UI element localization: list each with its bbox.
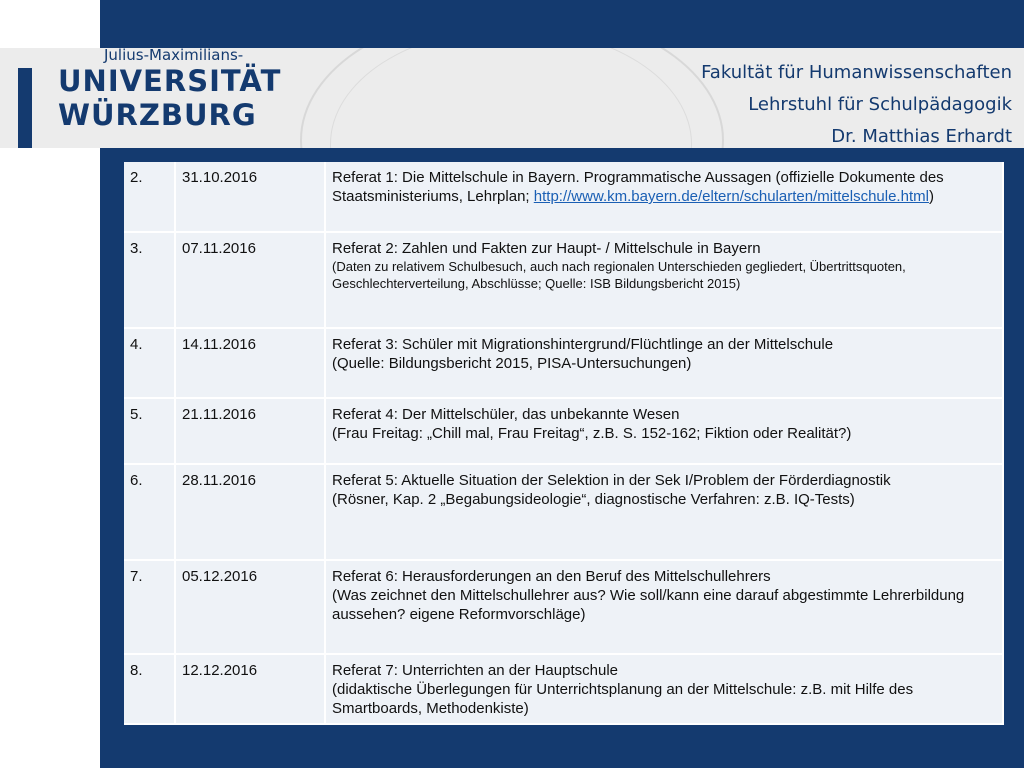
session-topic (325, 560, 1003, 654)
session-date: 12.12.2016 (175, 654, 325, 724)
table-row (124, 162, 1003, 232)
topic-title: Referat 1: Die Mittelschule in Bayern. Programmatische Aussagen (offizielle Dokumente des Staatsministeriums, Lehrplan; (332, 169, 944, 205)
lecturer-name: Dr. Matthias Erhardt (831, 126, 1012, 147)
session-topic (325, 232, 1003, 328)
left-strip-top (0, 0, 100, 48)
top-band (0, 0, 1024, 48)
session-number: 6. (124, 464, 175, 560)
topic-title: Referat 5: Aktuelle Situation der Selektion in der Sek I/Problem der Förderdiagnostik (332, 472, 891, 489)
session-number: 3. (124, 232, 175, 328)
topic-title: Referat 7: Unterrichten an der Hauptschule (332, 662, 618, 679)
table-row (124, 328, 1003, 398)
topic-title: Referat 6: Herausforderungen an den Beruf des Mittelschullehrers (332, 568, 771, 585)
table-row (124, 398, 1003, 464)
table-row (124, 560, 1003, 654)
session-date: 14.11.2016 (175, 328, 325, 398)
topic-detail: (didaktische Überlegungen für Unterrichtsplanung an der Mittelschule: z.B. mit Hilfe des Smartboards, Methodenkiste) (332, 681, 914, 717)
left-strip (0, 148, 100, 768)
session-topic (325, 328, 1003, 398)
logo-bar (18, 68, 32, 148)
closing-paren: ) (928, 188, 934, 205)
session-number: 8. (124, 654, 175, 724)
logo-line-2: UNIVERSITÄT (58, 64, 282, 98)
session-number: 2. (124, 162, 175, 232)
table-row (124, 654, 1003, 724)
session-topic (325, 398, 1003, 464)
session-number: 5. (124, 398, 175, 464)
table-row (124, 464, 1003, 560)
session-date: 07.11.2016 (175, 232, 325, 328)
session-date: 28.11.2016 (175, 464, 325, 560)
session-topic (325, 464, 1003, 560)
session-date: 31.10.2016 (175, 162, 325, 232)
topic-title: Referat 2: Zahlen und Fakten zur Haupt- / Mittelschule in Bayern (332, 240, 761, 257)
session-topic (325, 162, 1003, 232)
table-row (124, 232, 1003, 328)
logo-line-3: WÜRZBURG (58, 98, 257, 132)
faculty-name: Fakultät für Humanwissenschaften (701, 62, 1012, 83)
topic-detail: (Daten zu relativem Schulbesuch, auch nach regionalen Unterschieden gegliedert, Übertrittsquoten, Geschlechterverteilung, Abschlüsse; Quelle: ISB Bildungsbericht 2015) (332, 259, 906, 291)
topic-title: Referat 4: Der Mittelschüler, das unbekannte Wesen (332, 406, 680, 423)
topic-detail: (Frau Freitag: „Chill mal, Frau Freitag“, z.B. S. 152-162; Fiktion oder Realität?) (332, 425, 852, 442)
topic-detail: (Rösner, Kap. 2 „Begabungsideologie“, diagnostische Verfahren: z.B. IQ-Tests) (332, 491, 855, 508)
university-seal-watermark-inner (330, 48, 692, 148)
session-topic (325, 654, 1003, 724)
topic-detail: (Was zeichnet den Mittelschullehrer aus? Wie soll/kann eine darauf abgestimmte Lehrerbildung aussehen? eigene Reformvorschläge) (332, 587, 965, 623)
schedule-table (124, 162, 1004, 725)
topic-detail: (Quelle: Bildungsbericht 2015, PISA-Untersuchungen) (332, 355, 692, 372)
ministry-link[interactable]: http://www.km.bayern.de/eltern/schularten/mittelschule.html (533, 188, 929, 205)
session-date: 21.11.2016 (175, 398, 325, 464)
session-number: 7. (124, 560, 175, 654)
session-date: 05.12.2016 (175, 560, 325, 654)
chair-name: Lehrstuhl für Schulpädagogik (748, 94, 1012, 115)
topic-title: Referat 3: Schüler mit Migrationshintergrund/Flüchtlinge an der Mittelschule (332, 336, 834, 353)
session-number: 4. (124, 328, 175, 398)
header (0, 48, 1024, 148)
logo-line-1: Julius-Maximilians- (104, 48, 244, 64)
